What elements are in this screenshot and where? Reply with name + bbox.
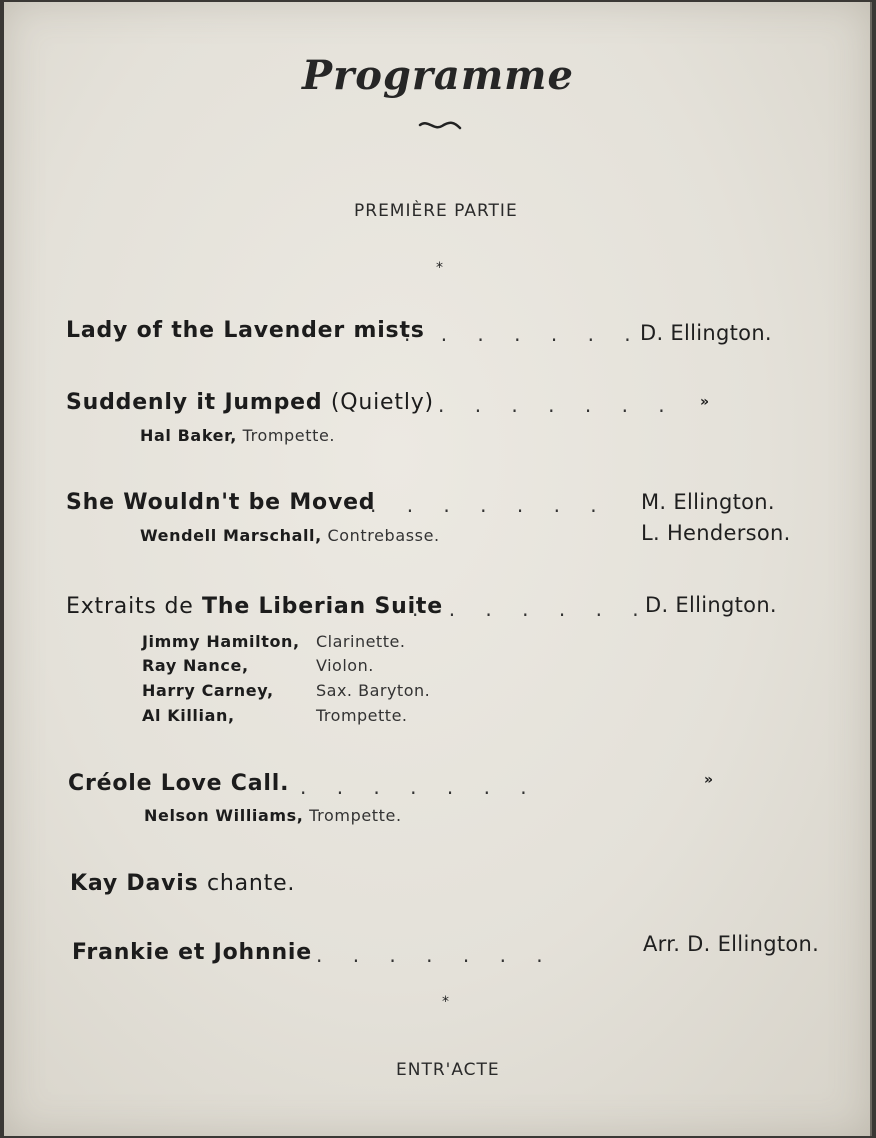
performer-instrument: Sax. Baryton.	[316, 681, 431, 700]
piece-suffix: chante.	[206, 871, 296, 896]
piece-title-text: Suddenly it Jumped	[66, 390, 323, 415]
performer-line	[140, 526, 440, 545]
performer-instrument: Clarinette.	[316, 632, 406, 651]
performer-line	[140, 426, 335, 445]
part-heading: PREMIÈRE PARTIE	[354, 201, 518, 221]
ditto-mark: »	[700, 394, 710, 410]
piece-note: (Quietly)	[330, 390, 434, 415]
composer: D. Ellington.	[645, 593, 777, 617]
performer-instrument: Trompette.	[242, 426, 336, 445]
ditto-mark: »	[704, 772, 714, 788]
star-ornament: *	[442, 994, 449, 1010]
piece-title	[70, 871, 295, 896]
dot-leader: . . . . . . .	[316, 943, 555, 967]
performer-instrument: Violon.	[316, 656, 374, 675]
programme-title: Programme	[302, 52, 574, 99]
performer-name: Al Killian,	[142, 706, 235, 725]
composer: D. Ellington.	[640, 321, 772, 345]
piece-title-text: Kay Davis	[70, 871, 199, 896]
performer-name: Ray Nance,	[142, 656, 249, 675]
piece-title	[66, 390, 434, 415]
piece-title: She Wouldn't be Moved	[66, 490, 376, 515]
piece-prefix: Extraits de	[66, 594, 194, 619]
dot-leader: . . . . . . .	[300, 775, 539, 799]
dot-leader: . . . . . . .	[404, 322, 643, 346]
performer-instrument: Trompette.	[309, 806, 402, 825]
piece-title-text: The Liberian Suite	[202, 594, 443, 619]
piece-title	[66, 594, 443, 619]
piece-title: Créole Love Call.	[68, 771, 290, 796]
performer-name: Hal Baker,	[140, 426, 237, 445]
arranger: Arr. D. Ellington.	[643, 932, 820, 956]
dot-leader: . . . . . . .	[370, 493, 609, 517]
performer-name: Wendell Marschall,	[140, 526, 322, 545]
composer: M. Ellington.	[641, 490, 775, 514]
piece-title: Frankie et Johnnie	[72, 940, 312, 965]
performer-name: Jimmy Hamilton,	[142, 632, 300, 651]
interval-heading: ENTR'ACTE	[396, 1060, 500, 1080]
performer-name: Nelson Williams,	[144, 806, 304, 825]
performer-instrument: Contrebasse.	[327, 526, 440, 545]
star-ornament: *	[436, 260, 443, 276]
performer-name: Harry Carney,	[142, 681, 274, 700]
performer-instrument: Trompette.	[316, 706, 408, 725]
composer-second: L. Henderson.	[641, 521, 791, 545]
piece-title: Lady of the Lavender mists	[66, 318, 425, 343]
performer-line	[144, 806, 402, 825]
dot-leader: . . . . . . .	[412, 597, 651, 621]
swash-ornament	[418, 118, 462, 137]
dot-leader: . . . . . . .	[438, 393, 677, 417]
